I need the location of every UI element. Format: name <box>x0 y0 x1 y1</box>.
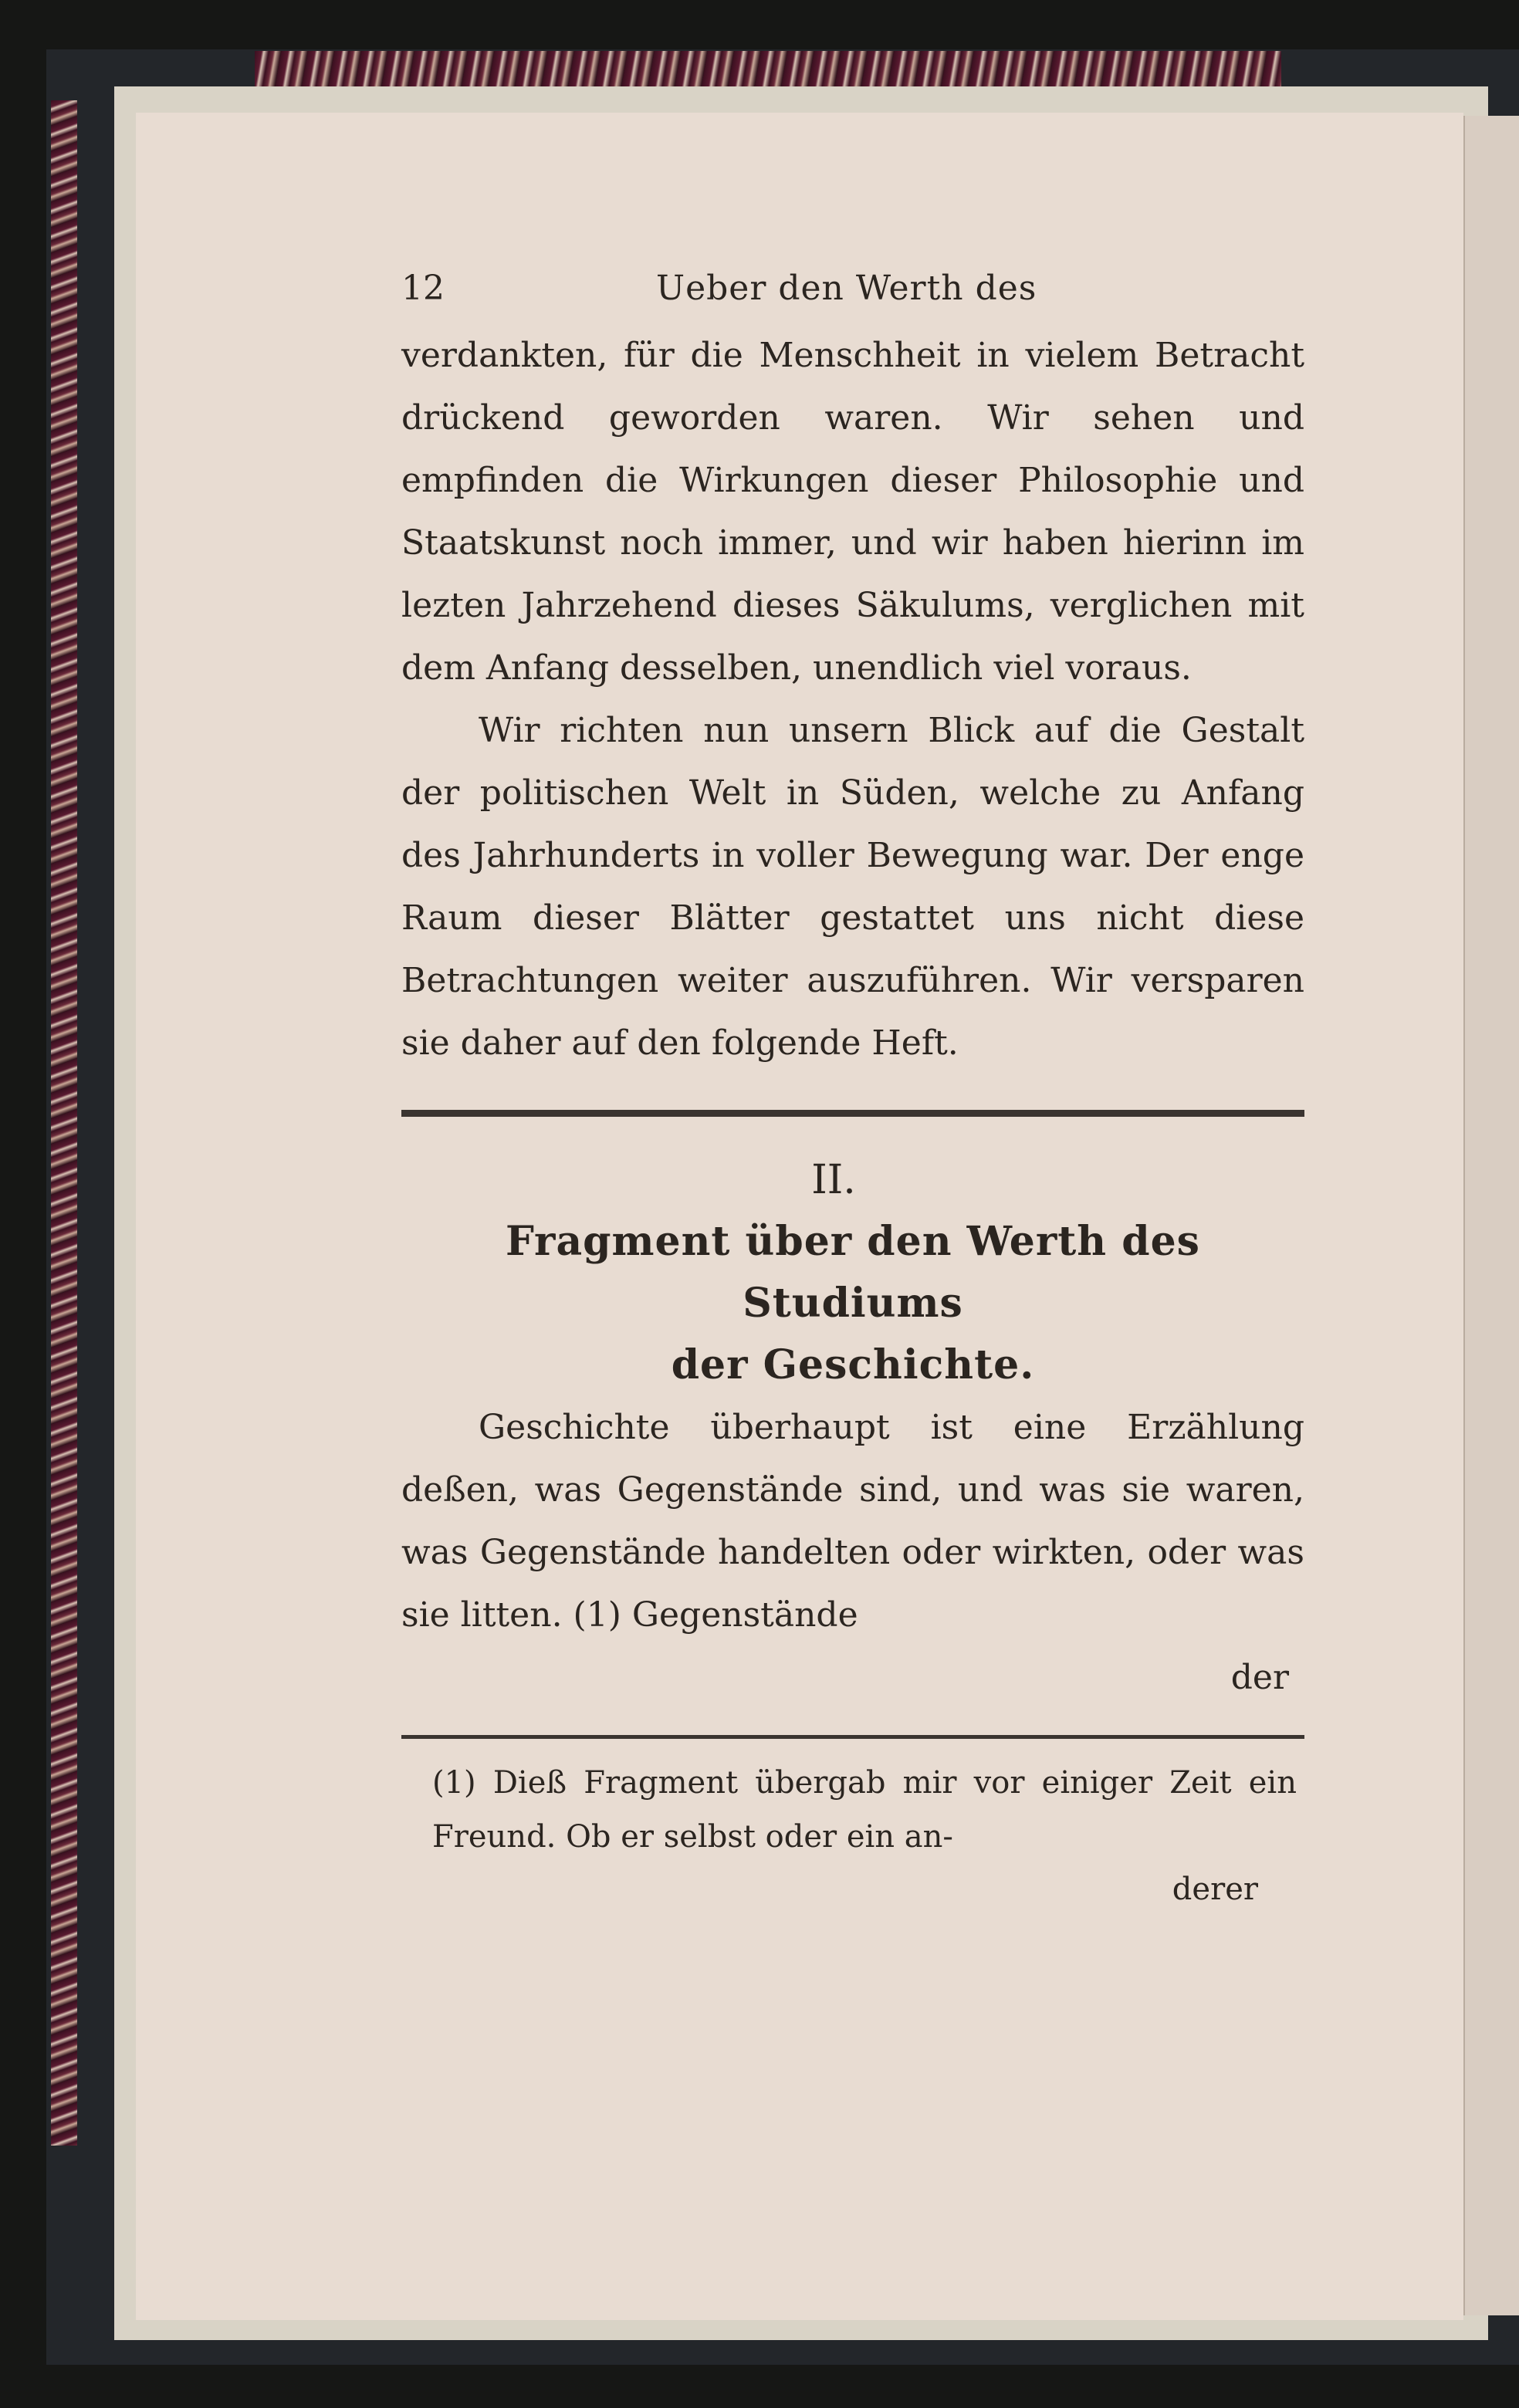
catchword: der <box>1230 1658 1289 1697</box>
section-body <box>401 1396 1304 1646</box>
paragraph-continued: verdankten, für die Menschheit in vielem Betracht drückend geworden waren. Wir sehen und empfinden die Wirkungen dieser Philosophie und Staatskunst noch immer, und wir haben hierinn im lezten Jahrzehend dieses Säkulums, verglichen mit dem Anfang desselben, unendlich viel voraus. <box>401 336 1304 688</box>
running-head: Ueber den Werth des <box>656 269 1037 308</box>
page-number: 12 <box>401 269 445 308</box>
footnote-text: (1) Dieß Fragment übergab mir vor einiger Zeit ein Freund. Ob er selbst oder ein an- <box>432 1765 1297 1855</box>
marbled-spine-edge <box>51 100 77 2146</box>
section-paragraph: Geschichte überhaupt ist eine Erzählung deßen, was Gegenstände sind, und was sie waren, was Gegenstände handelten oder wirkten, oder was sie litten. (1) Gegenstände <box>401 1408 1304 1635</box>
page-text-block <box>401 262 1304 1915</box>
body-text <box>401 324 1304 1074</box>
footnote-divider <box>401 1735 1304 1739</box>
footnote <box>401 1756 1304 1864</box>
facing-page-edge <box>1463 116 1519 2315</box>
page-header <box>401 262 1304 324</box>
footnote-catchword: derer <box>1172 1872 1258 1907</box>
section-number: II. <box>811 1157 856 1203</box>
section-divider <box>401 1110 1304 1117</box>
section-title-line-2: der Geschichte. <box>671 1341 1035 1388</box>
paragraph: Wir richten nun unsern Blick auf die Gestalt der politischen Welt in Süden, welche zu Anfang des Jahrhunderts in voller Bewegung war. Der enge Raum dieser Blätter gestattet uns nicht diese Betrachtungen weiter auszuführen. Wir versparen sie daher auf den folgende Heft. <box>401 711 1304 1063</box>
section-title-line-1: Fragment über den Werth des Studiums <box>506 1218 1200 1327</box>
